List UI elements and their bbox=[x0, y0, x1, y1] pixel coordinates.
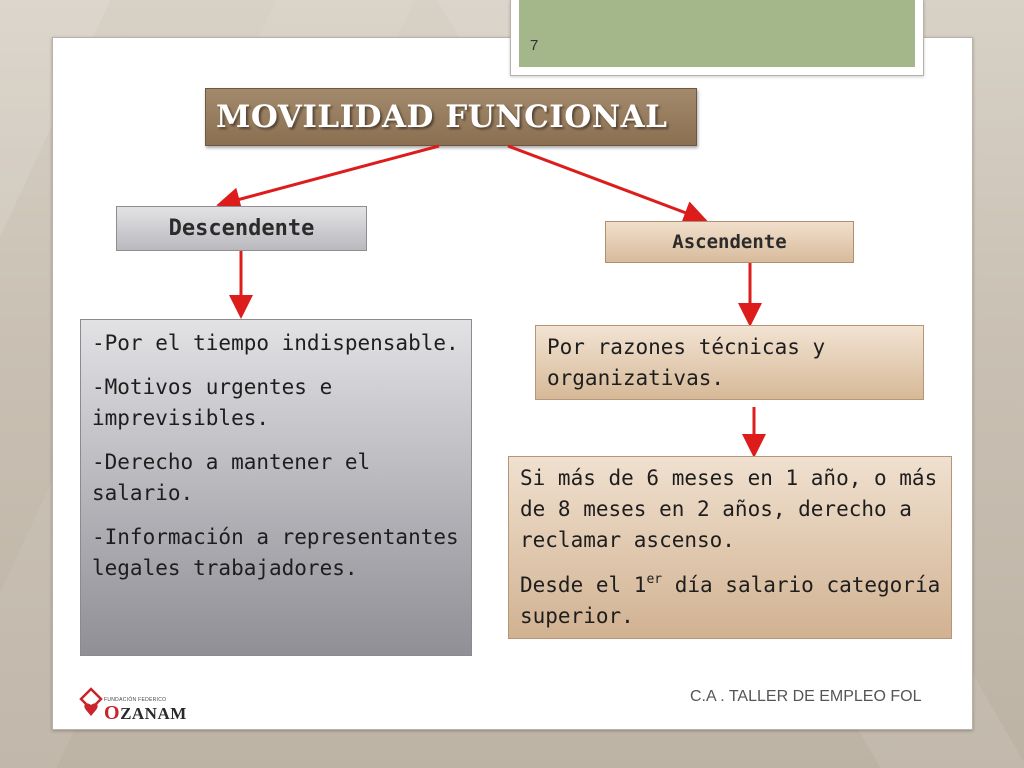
logo-first-letter: O bbox=[104, 702, 121, 724]
footer-text: C.A . TALLER DE EMPLEO FOL bbox=[690, 688, 922, 705]
ascendente-reason: Por razones técnicas y organizativas. bbox=[547, 335, 826, 390]
node-ascendente bbox=[605, 221, 854, 263]
detail-2-post: día salario categoría superior. bbox=[520, 573, 941, 628]
logo-wordmark bbox=[104, 702, 187, 725]
ascendente-detail-box bbox=[508, 456, 952, 639]
node-ascendente-label: Ascendente bbox=[672, 231, 787, 253]
descendente-conditions-box bbox=[80, 319, 472, 656]
descendente-item: -Por el tiempo indispensable. bbox=[92, 331, 459, 355]
detail-2-sup: er bbox=[646, 572, 663, 587]
diagram-title: MOVILIDAD FUNCIONAL bbox=[216, 99, 668, 135]
slide-number: 7 bbox=[530, 37, 539, 54]
arrow-title-to-ascendente bbox=[508, 146, 702, 219]
ozanam-heart-icon bbox=[78, 687, 104, 719]
logo-rest: ZANAM bbox=[120, 704, 187, 723]
ascendente-detail-2 bbox=[520, 570, 941, 632]
descendente-item: -Derecho a mantener el salario. bbox=[92, 450, 371, 505]
node-descendente bbox=[116, 206, 367, 251]
arrow-title-to-descendente bbox=[222, 146, 439, 204]
ascendente-reason-box bbox=[535, 325, 924, 400]
descendente-item: -Motivos urgentes e imprevisibles. bbox=[92, 375, 333, 430]
descendente-item: -Información a representantes legales trabajadores. bbox=[92, 525, 459, 580]
logo-foundation-text: FUNDACIÓN FEDERICO bbox=[104, 697, 167, 703]
node-descendente-label: Descendente bbox=[168, 216, 315, 241]
ascendente-detail-1: Si más de 6 meses en 1 año, o más de 8 meses en 2 años, derecho a reclamar ascenso. bbox=[520, 466, 938, 552]
detail-2-pre: Desde el 1 bbox=[520, 573, 647, 597]
